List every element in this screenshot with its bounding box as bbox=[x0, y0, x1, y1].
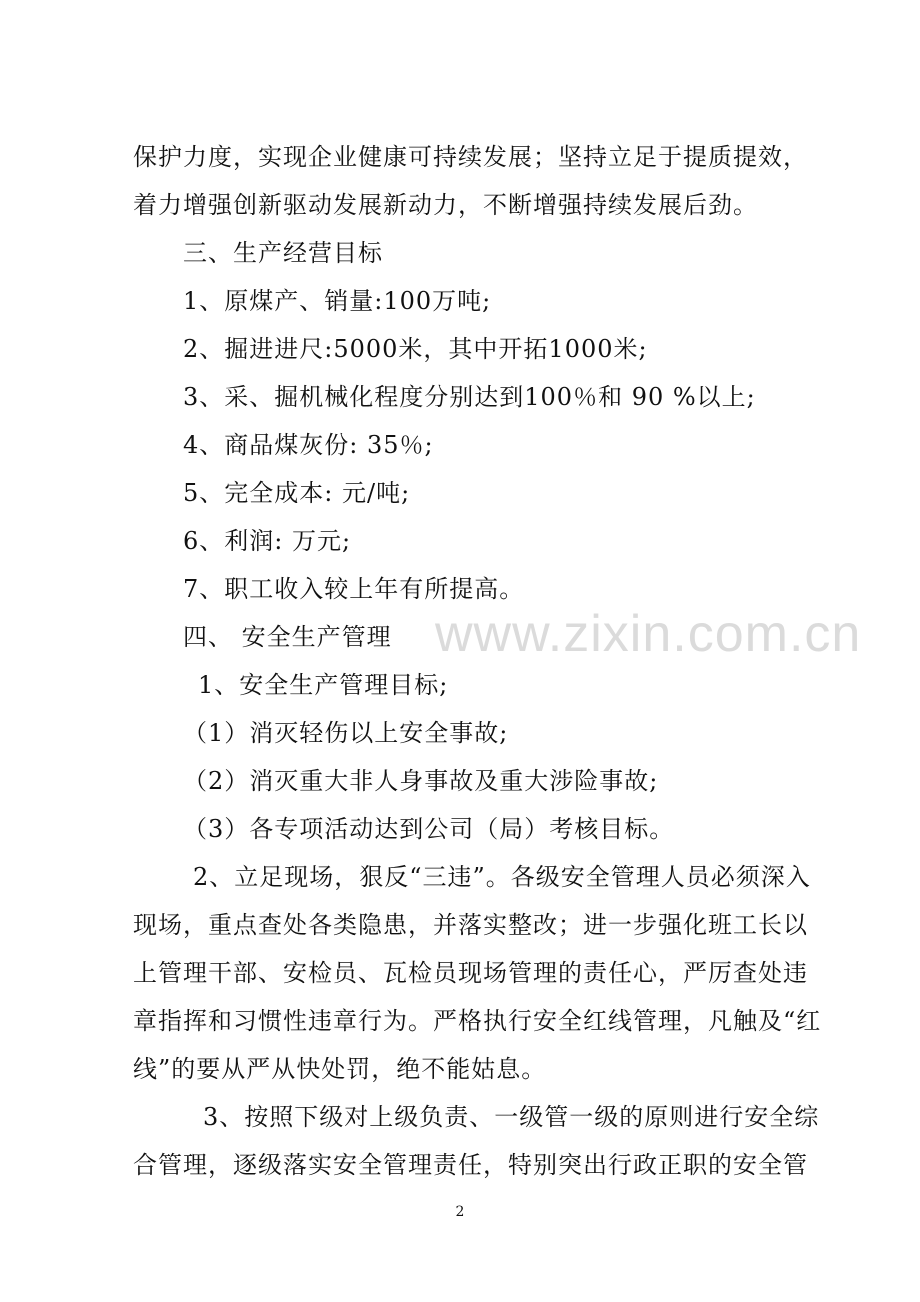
body-text-line: 2、立足现场，狠反“三违”。各级安全管理人员必须深入 bbox=[193, 863, 811, 891]
body-text-line: 保护力度，实现企业健康可持续发展；坚持立足于提质提效， bbox=[133, 143, 808, 171]
watermark: www.zixin.com.cn bbox=[435, 605, 862, 663]
list-item: （2）消灭重大非人身事故及重大涉险事故; bbox=[183, 767, 659, 795]
body-text-line: 合管理，逐级落实安全管理责任，特别突出行政正职的安全管 bbox=[133, 1151, 808, 1179]
list-item: （1）消灭轻伤以上安全事故; bbox=[183, 719, 509, 747]
body-text-line: 现场，重点查处各类隐患，并落实整改；进一步强化班工长以 bbox=[133, 911, 808, 939]
list-item: 5、完全成本: 元/吨; bbox=[183, 479, 411, 507]
section-heading: 三、生产经营目标 bbox=[183, 239, 383, 267]
section-heading: 四、 安全生产管理 bbox=[183, 623, 392, 651]
page-number: 2 bbox=[455, 1204, 465, 1220]
list-item: （3）各专项活动达到公司（局）考核目标。 bbox=[183, 815, 675, 843]
list-item: 1、原煤产、销量:100万吨; bbox=[183, 287, 492, 315]
body-text-line: 章指挥和习惯性违章行为。严格执行安全红线管理，凡触及“红 bbox=[133, 1007, 822, 1035]
list-item: 4、商品煤灰份: 35％; bbox=[183, 431, 434, 459]
body-text-line: 3、按照下级对上级负责、一级管一级的原则进行安全综 bbox=[203, 1103, 820, 1131]
list-item: 6、利润: 万元; bbox=[183, 527, 352, 555]
list-item: 7、职工收入较上年有所提高。 bbox=[183, 575, 525, 603]
sub-heading: 1、安全生产管理目标; bbox=[198, 671, 449, 699]
body-text-line: 线”的要从严从快处罚，绝不能姑息。 bbox=[133, 1055, 547, 1083]
list-item: 3、采、掘机械化程度分别达到100％和 90 %以上; bbox=[183, 383, 756, 411]
body-text-line: 上管理干部、安检员、瓦检员现场管理的责任心，严厉查处违 bbox=[133, 959, 808, 987]
body-text-line: 着力增强创新驱动发展新动力，不断增强持续发展后劲。 bbox=[133, 191, 758, 219]
list-item: 2、掘进进尺:5000米，其中开拓1000米; bbox=[183, 335, 648, 363]
